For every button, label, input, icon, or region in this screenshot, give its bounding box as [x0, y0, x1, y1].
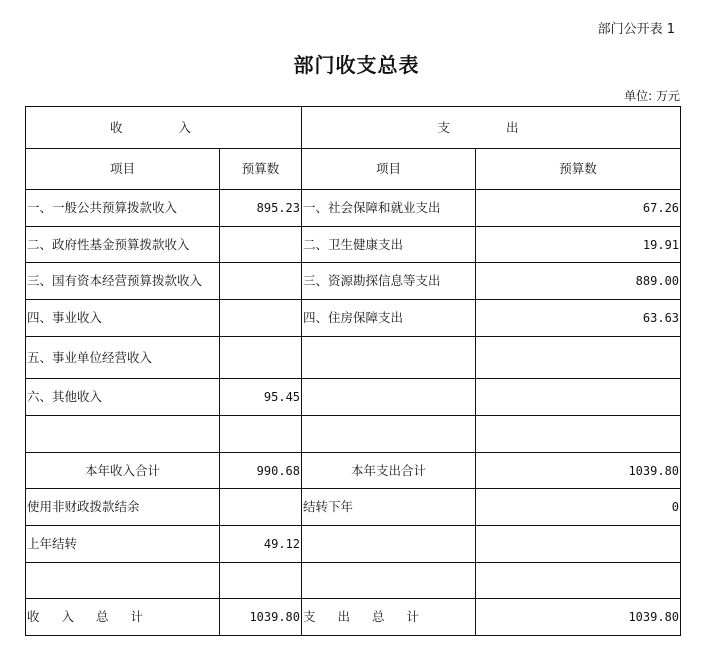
income-total-value: 1039.80: [220, 599, 302, 636]
table-row: [26, 563, 681, 599]
table-row: [26, 190, 681, 227]
expense-total-label: 支出总计: [302, 599, 476, 636]
income-item: 六、其他收入: [26, 379, 220, 416]
table-row: [26, 263, 681, 300]
expense-item: [302, 526, 476, 563]
budget-summary-table: [25, 106, 681, 636]
income-value: [220, 263, 302, 300]
income-item: 四、事业收入: [26, 300, 220, 337]
income-value: 49.12: [220, 526, 302, 563]
income-subtotal-label: 本年收入合计: [26, 453, 220, 489]
income-item: 三、国有资本经营预算拨款收入: [26, 263, 220, 300]
expense-value: [476, 416, 681, 453]
expense-value: 0: [476, 489, 681, 526]
expense-value: 889.00: [476, 263, 681, 300]
income-item: 上年结转: [26, 526, 220, 563]
income-value: 895.23: [220, 190, 302, 227]
expense-value: 19.91: [476, 227, 681, 263]
income-item: 一、一般公共预算拨款收入: [26, 190, 220, 227]
income-value: [220, 300, 302, 337]
expense-value: [476, 379, 681, 416]
table-id: 部门公开表 1: [597, 22, 675, 37]
income-budget-header: 预算数: [220, 149, 302, 190]
expense-item-header: 项目: [302, 149, 476, 190]
expense-total-value: 1039.80: [476, 599, 681, 636]
expense-item: 四、住房保障支出: [302, 300, 476, 337]
table-row: [26, 489, 681, 526]
subtotal-row: [26, 453, 681, 489]
income-item: 使用非财政拨款结余: [26, 489, 220, 526]
income-value: [220, 416, 302, 453]
table-row: [26, 379, 681, 416]
expense-subtotal-value: 1039.80: [476, 453, 681, 489]
expense-item: [302, 563, 476, 599]
expense-item: [302, 416, 476, 453]
income-item: 五、事业单位经营收入: [26, 337, 220, 379]
income-value: [220, 489, 302, 526]
table-row: [26, 227, 681, 263]
income-value: [220, 563, 302, 599]
expense-subtotal-label: 本年支出合计: [302, 453, 476, 489]
table-row: [26, 337, 681, 379]
expense-item: 一、社会保障和就业支出: [302, 190, 476, 227]
expense-value: [476, 526, 681, 563]
unit-label: 单位: 万元: [624, 89, 680, 103]
expense-item: [302, 379, 476, 416]
expense-value: 63.63: [476, 300, 681, 337]
section-header-row: [26, 107, 681, 149]
column-header-row: [26, 149, 681, 190]
income-item: [26, 416, 220, 453]
total-row: [26, 599, 681, 636]
expense-value: [476, 563, 681, 599]
income-item-header: 项目: [26, 149, 220, 190]
expense-value: [476, 337, 681, 379]
income-section-header: 收 入: [26, 107, 302, 149]
table-row: [26, 300, 681, 337]
expense-item: 二、卫生健康支出: [302, 227, 476, 263]
expense-budget-header: 预算数: [476, 149, 681, 190]
income-value: 95.45: [220, 379, 302, 416]
table-row: [26, 526, 681, 563]
table-row: [26, 416, 681, 453]
income-value: [220, 337, 302, 379]
expense-value: 67.26: [476, 190, 681, 227]
income-item: 二、政府性基金预算拨款收入: [26, 227, 220, 263]
income-subtotal-value: 990.68: [220, 453, 302, 489]
expense-item: [302, 337, 476, 379]
expense-item: 三、资源勘探信息等支出: [302, 263, 476, 300]
page-title: 部门收支总表: [293, 53, 420, 77]
income-item: [26, 563, 220, 599]
expense-section-header: 支 出: [302, 107, 681, 149]
income-total-label: 收入总计: [26, 599, 220, 636]
expense-item: 结转下年: [302, 489, 476, 526]
income-value: [220, 227, 302, 263]
